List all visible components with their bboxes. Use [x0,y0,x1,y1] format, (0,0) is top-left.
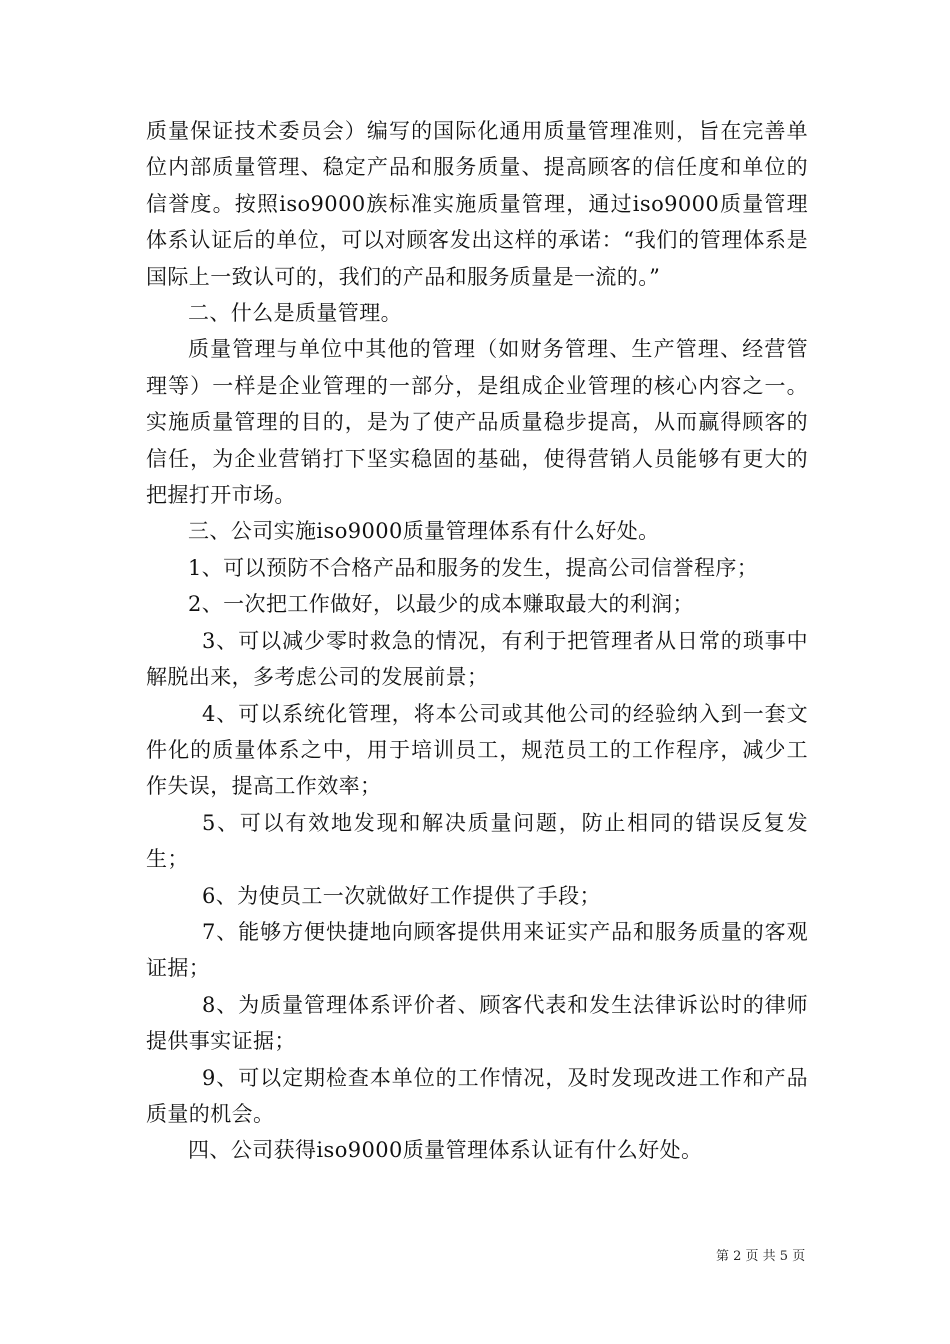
list-item-benefit-7: 7、能够方便快捷地向顾客提供用来证实产品和服务质量的客观证据； [146,919,808,981]
list-item-benefit-1: 1、可以预防不合格产品和服务的发生，提高公司信誉程序； [188,555,759,580]
list-item-benefit-9: 9、可以定期检查本单位的工作情况，及时发现改进工作和产品质量的机会。 [146,1065,808,1126]
list-item-benefit-6: 6、为使员工一次就做好工作提供了手段； [202,883,601,908]
list-item-benefit-5: 5、可以有效地发现和解决质量问题，防止相同的错误反复发生； [146,810,808,872]
heading-what-is-quality-management: 二、什么是质量管理。 [188,301,402,326]
heading-benefits-of-implementation: 三、公司实施iso9000质量管理体系有什么好处。 [188,519,660,544]
page-number-footer: 第 2 页 共 5 页 [716,1249,806,1264]
list-item-benefit-8: 8、为质量管理体系评价者、顾客代表和发生法律诉讼时的律师提供事实证据； [146,992,808,1054]
list-item-benefit-4: 4、可以系统化管理，将本公司或其他公司的经验纳入到一套文件化的质量体系之中，用于培训员工，规范员工的工作程序，减少工作失误，提高工作效率； [146,701,808,799]
paragraph-intro-continued: 质量保证技术委员会）编写的国际化通用质量管理准则，旨在完善单位内部质量管理、稳定产品和服务质量、提高顾客的信任度和单位的信誉度。按照iso9000族标准实施质量管理，通过iso9000质量管理体系认证后的单位，可以对顾客发出这样的承诺：“我们的管理体系是国际上一致认可的，我们的产品和服务质量是一流的。” [146,119,808,289]
document-body [146,113,808,1169]
list-item-benefit-3: 3、可以减少零时救急的情况，有利于把管理者从日常的琐事中解脱出来，多考虑公司的发展前景； [146,628,808,690]
paragraph-quality-management-definition: 质量管理与单位中其他的管理（如财务管理、生产管理、经营管理等）一样是企业管理的一部分，是组成企业管理的核心内容之一。实施质量管理的目的，是为了使产品质量稳步提高，从而赢得顾客的信任，为企业营销打下坚实稳固的基础，使得营销人员能够有更大的把握打开市场。 [146,337,808,508]
heading-benefits-of-certification: 四、公司获得iso9000质量管理体系认证有什么好处。 [188,1138,703,1163]
list-item-benefit-2: 2、一次把工作做好，以最少的成本赚取最大的利润； [188,592,694,617]
